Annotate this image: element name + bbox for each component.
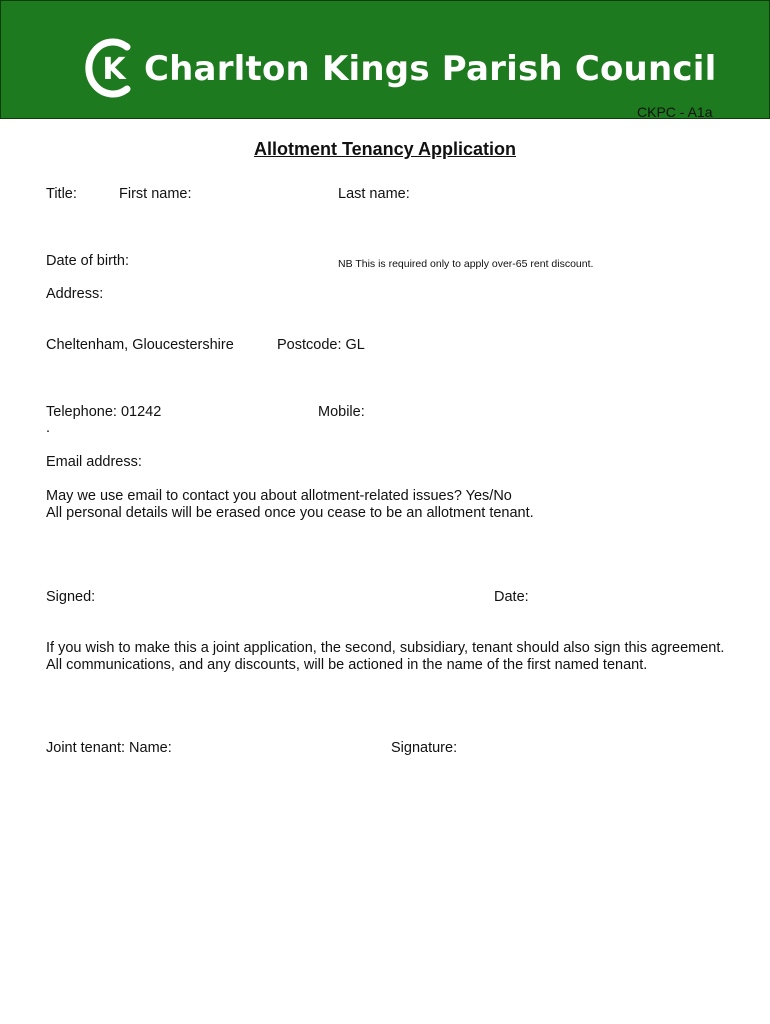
telephone-label: Telephone: 01242 — [46, 404, 162, 420]
form-code: CKPC - A1a — [637, 104, 713, 120]
dob-note: NB This is required only to apply over-65 rent discount. — [338, 258, 594, 270]
page-title: Allotment Tenancy Application — [253, 139, 517, 159]
town-text: Cheltenham, Gloucestershire — [46, 337, 234, 353]
title-label: Title: — [46, 186, 77, 202]
dob-label: Date of birth: — [46, 253, 130, 269]
privacy-note: All personal details will be erased once you cease to be an allotment tenant. — [46, 505, 534, 521]
org-name: Charlton Kings Parish Council — [144, 49, 717, 89]
stray-mark: . — [46, 420, 51, 436]
svg-text:K: K — [102, 52, 126, 87]
signature-label: Signature: — [391, 740, 458, 756]
signed-label: Signed: — [46, 589, 96, 605]
email-consent-question: May we use email to contact you about allotment-related issues? Yes/No — [46, 488, 512, 504]
header-banner — [0, 0, 770, 119]
address-label: Address: — [46, 286, 104, 302]
postcode-label: Postcode: GL — [277, 337, 365, 353]
council-logo-icon — [83, 37, 137, 99]
last-name-label: Last name: — [338, 186, 410, 202]
joint-application-note: If you wish to make this a joint application, the second, subsidiary, tenant should also sign this agreement. All communications, and any discounts, will be actioned in the name of the first named tenant. — [46, 640, 725, 673]
date-label: Date: — [494, 589, 529, 605]
first-name-label: First name: — [119, 186, 192, 202]
mobile-label: Mobile: — [318, 404, 365, 420]
email-label: Email address: — [46, 454, 142, 470]
joint-tenant-name-label: Joint tenant: Name: — [46, 740, 172, 756]
